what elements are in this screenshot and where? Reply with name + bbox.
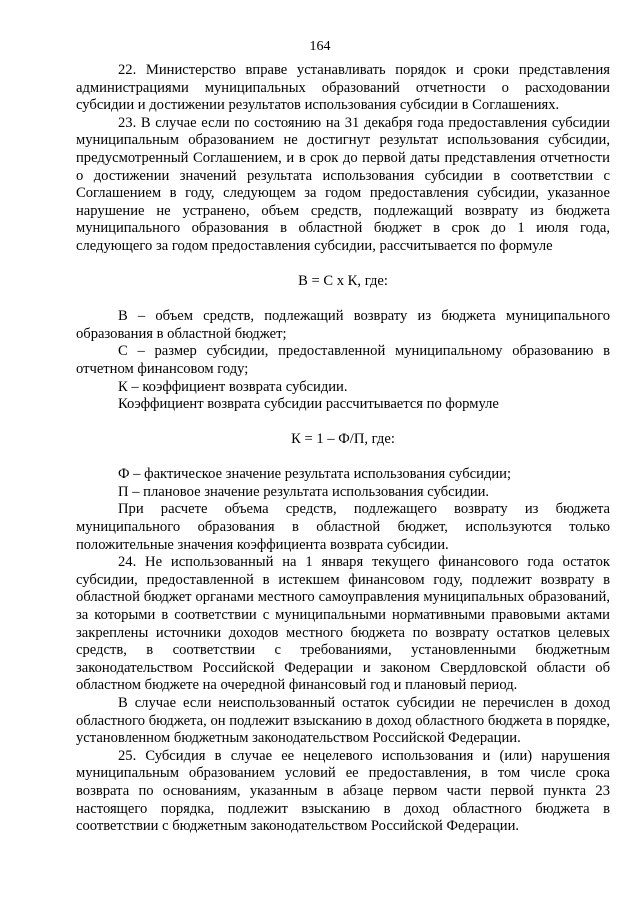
definition-b: В – объем средств, подлежащий возврату из бюджета муниципального образования в областной бюджет; <box>76 308 610 342</box>
definition-p: П – плановое значение результата использования субсидии. <box>118 483 490 500</box>
definition-c: С – размер субсидии, предоставленной муниципальному образованию в отчетном финансовом году; <box>76 343 610 377</box>
formula-coefficient: К = 1 – Ф/П, где: <box>291 430 395 447</box>
paragraph-23: 23. В случае если по состоянию на 31 декабря года предоставления субсидии муниципальным образованием не достигнут результат использования субсидии, предусмотренный Соглашением, и в срок до первой даты представления отчетности о достижении значений результата использования субсидии в соответствии с Соглашением в году, следующем за годом предоставления субсидии, указанное нарушение не устранено, объем средств, подлежащий возврату из бюджета муниципального образования в областной бюджет в срок до 1 июля года, следующего за годом предоставления субсидии, рассчитывается по формуле <box>76 114 610 254</box>
paragraph-24-recovery: В случае если неиспользованный остаток субсидии не перечислен в доход областного бюджета, он подлежит взысканию в доход областного бюджета в порядке, установленном бюджетным законодательством Российской Федерации. <box>76 695 610 747</box>
coefficient-intro: Коэффициент возврата субсидии рассчитывается по формуле <box>118 396 499 413</box>
formula-return-amount: В = С х К, где: <box>298 272 388 289</box>
definition-k: К – коэффициент возврата субсидии. <box>118 378 348 395</box>
paragraph-24: 24. Не использованный на 1 января текущего финансового года остаток субсидии, предоставленной в истекшем финансовом году, подлежит возврату в областной бюджет органами местного самоуправления муниципальных образований, за которыми в соответствии с муниципальными нормативными правовыми актами закреплены источники доходов местного бюджета по возврату остатков целевых средств, в соответствии с требованиями, установленными бюджетным законодательством Российской Федерации и законом Свердловской области об областном бюджете на очередной финансовый год и плановый период. <box>76 554 610 694</box>
paragraph-25: 25. Субсидия в случае ее нецелевого использования и (или) нарушения муниципальным образованием условий ее предоставления, в том числе срока возврата по основаниям, указанным в абзаце первом части первой пункта 23 настоящего порядка, подлежит взысканию в доход областного бюджета в соответствии с бюджетным законодательством Российской Федерации. <box>76 747 610 835</box>
page-number: 164 <box>309 39 331 54</box>
document-body <box>76 62 610 836</box>
paragraph-22: 22. Министерство вправе устанавливать порядок и сроки представления администрациями муниципальных образований отчетности о расходовании субсидии и достижении результатов использования субсидии в Соглашениях. <box>76 62 610 114</box>
definition-f: Ф – фактическое значение результата использования субсидии; <box>118 466 512 483</box>
positive-values-note: При расчете объема средств, подлежащего возврату из бюджета муниципального образования в областной бюджет, используются только положительные значения коэффициента возврата субсидии. <box>76 501 610 553</box>
